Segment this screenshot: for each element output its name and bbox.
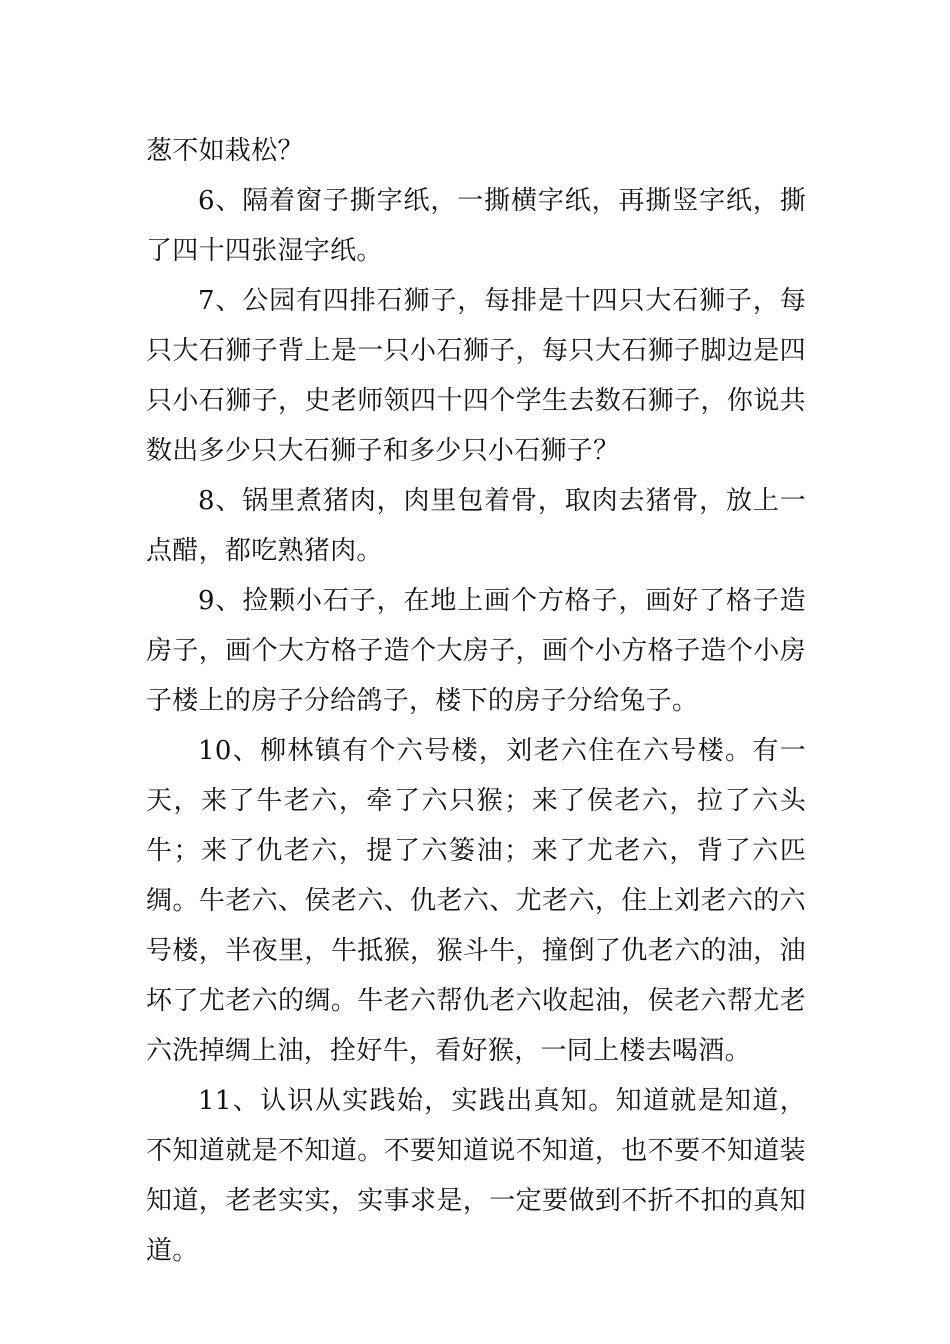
- paragraph-item-8: 8、锅里煮猪肉，肉里包着骨，取肉去猪骨，放上一点醋，都吃熟猪肉。: [146, 486, 806, 566]
- paragraph-item-11: 11、认识从实践始，实践出真知。知道就是知道，不知道就是不知道。不要知道说不知道，也不要不知道装知道，老老实实，实事求是，一定要做到不折不扣的真知道。: [146, 1086, 806, 1266]
- paragraph-item-7: 7、公园有四排石狮子，每排是十四只大石狮子，每只大石狮子背上是一只小石狮子，每只大石狮子脚边是四只小石狮子，史老师领四十四个学生去数石狮子，你说共数出多少只大石狮子和多少只小石狮子？: [146, 286, 806, 466]
- paragraph-item-10: 10、柳林镇有个六号楼，刘老六住在六号楼。有一天，来了牛老六，牵了六只猴；来了侯老六，拉了六头牛；来了仇老六，提了六篓油；来了尤老六，背了六匹绸。牛老六、侯老六、仇老六、尤老六，住上刘老六的六号楼，半夜里，牛抵猴，猴斗牛，撞倒了仇老六的油，油坏了尤老六的绸。牛老六帮仇老六收起油，侯老六帮尤老六洗掉绸上油，拴好牛，看好猴，一同上楼去喝酒。: [146, 736, 806, 1066]
- paragraph-item-9: 9、捡颗小石子，在地上画个方格子，画好了格子造房子，画个大方格子造个大房子，画个小方格子造个小房子楼上的房子分给鸽子，楼下的房子分给兔子。: [146, 586, 806, 716]
- paragraph-continuation: 葱不如栽松？: [146, 136, 304, 166]
- paragraph-item-6: 6、隔着窗子撕字纸，一撕横字纸，再撕竖字纸，撕了四十四张湿字纸。: [146, 186, 806, 266]
- document-body: [146, 126, 806, 1276]
